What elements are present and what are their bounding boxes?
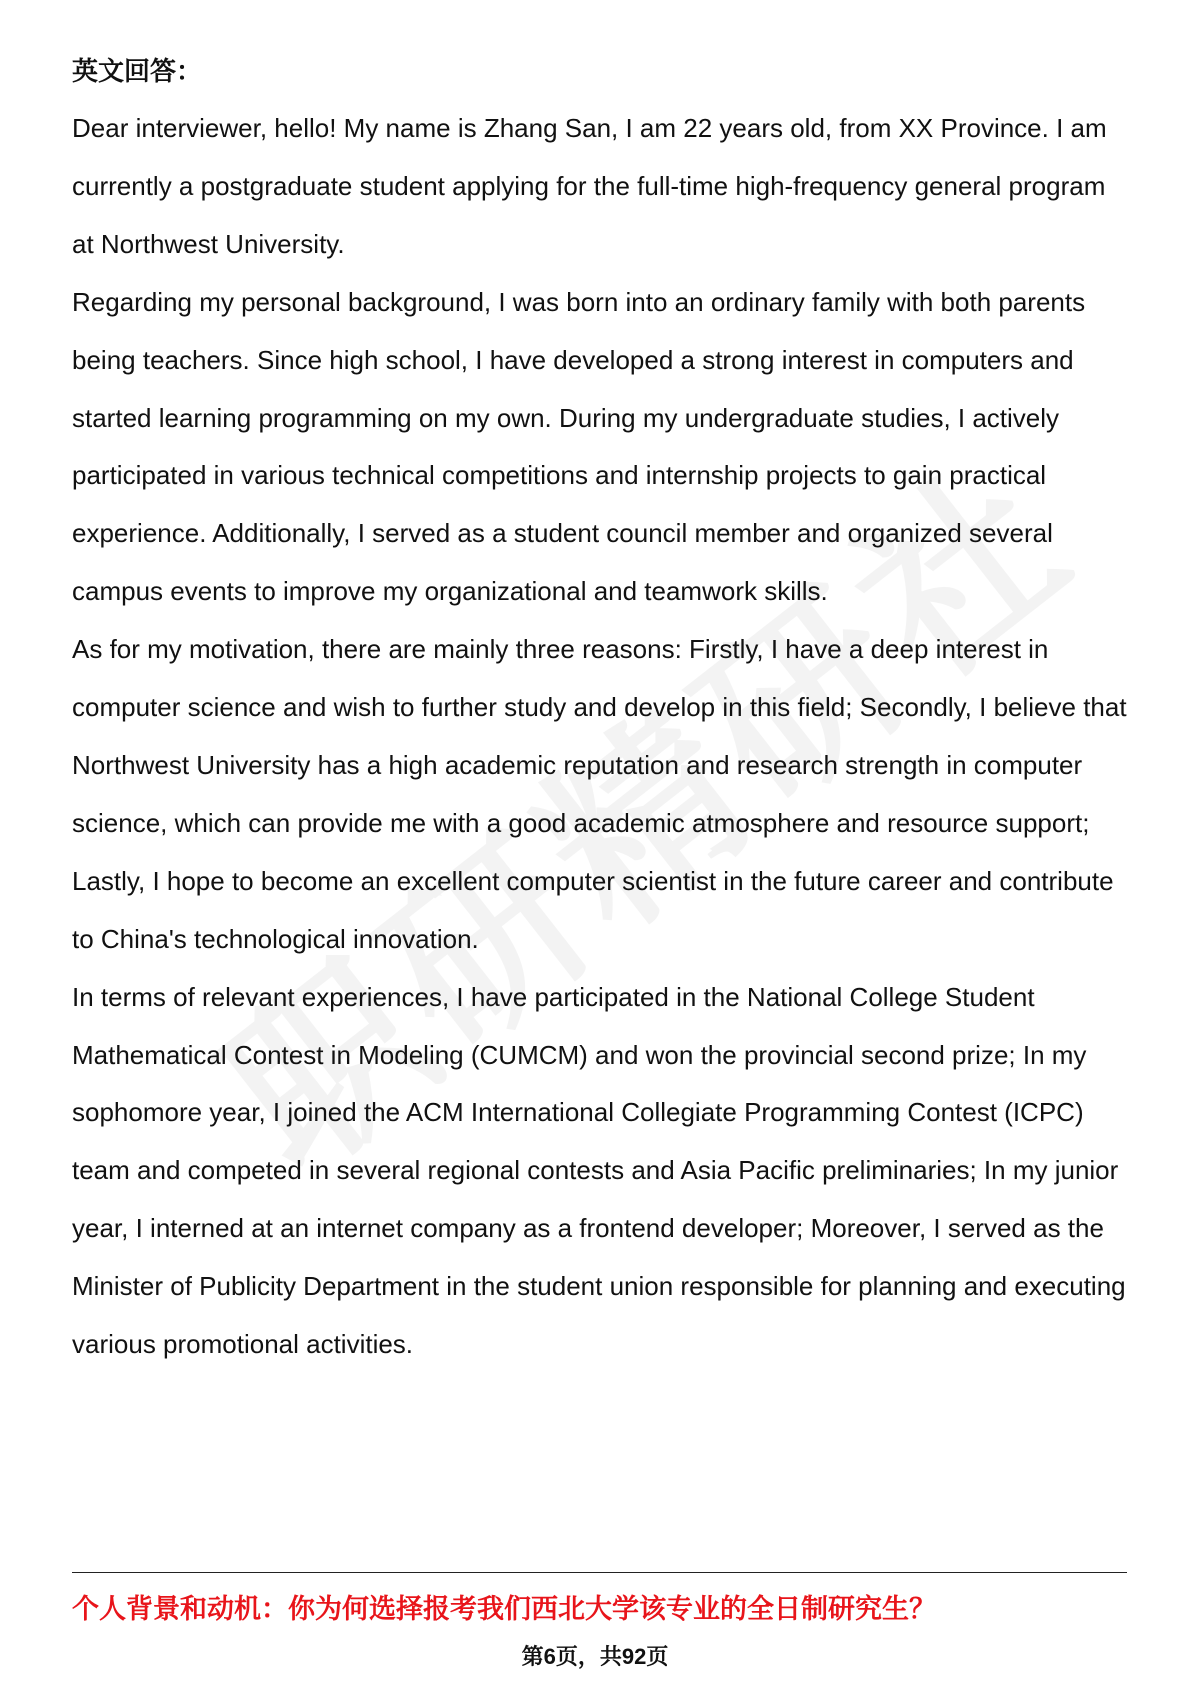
section-heading: 英文回答： <box>72 56 203 86</box>
answer-content <box>72 42 1132 1374</box>
next-question-heading: 个人背景和动机：你为何选择报考我们西北大学该专业的全日制研究生？ <box>72 1594 936 1624</box>
paragraph-background: Regarding my personal background, I was born into an ordinary family with both parents being teachers. Since high school, I have developed a strong interest in computers and started learning programming on my own. During my undergraduate studies, I actively participated in various technical competitions and internship projects to gain practical experience. Additionally, I served as a student council member and organized several campus events to improve my organizational and teamwork skills. <box>72 286 1086 607</box>
page-number: 第6页，共92页 <box>521 1644 669 1669</box>
paragraph-motivation: As for my motivation, there are mainly three reasons: Firstly, I have a deep interest in computer science and wish to further study and develop in this field; Secondly, I believe that Northwest University has a high academic reputation and research strength in computer science, which can provide me with a good academic atmosphere and resource support; Lastly, I hope to become an excellent computer scientist in the future career and contribute to China's technological innovation. <box>72 634 1127 954</box>
paragraph-experiences: In terms of relevant experiences, I have participated in the National College Student Mathematical Contest in Modeling (CUMCM) and won the provincial second prize; In my sophomore year, I joined the ACM International Collegiate Programming Contest (ICPC) team and competed in several regional contests and Asia Pacific preliminaries; In my junior year, I interned at an internet company as a frontend developer; Moreover, I served as the Minister of Publicity Department in the student union responsible for planning and executing various promotional activities. <box>72 981 1126 1360</box>
divider <box>72 1572 1127 1573</box>
paragraph-introduction: Dear interviewer, hello! My name is Zhang San, I am 22 years old, from XX Province. I am currently a postgraduate student applying for the full-time high-frequency general program at Northwest University. <box>72 113 1107 259</box>
